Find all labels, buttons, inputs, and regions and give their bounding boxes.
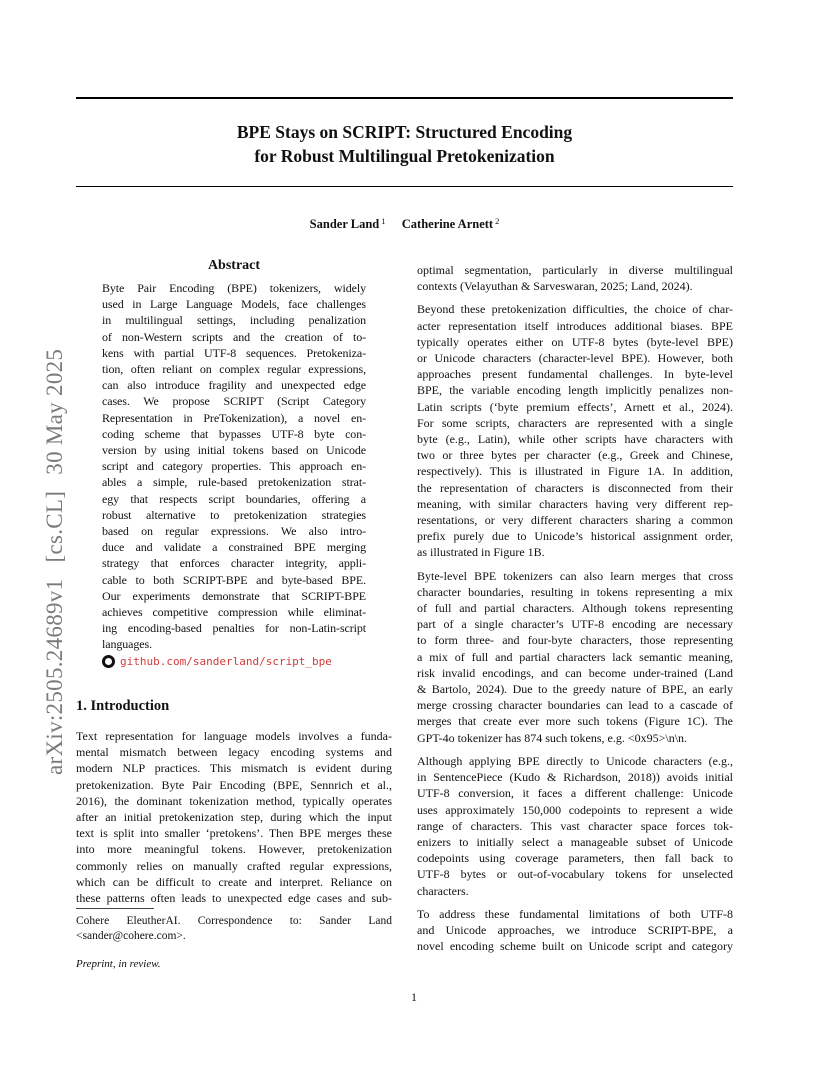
abstract-line: coding scheme that bypasses UTF-8 byte con-: [102, 426, 366, 441]
footnote-rule: [76, 908, 154, 909]
text-line: UTF-8 bytes or out-of-vocabulary tokens for unselected: [417, 867, 733, 882]
text-line: enizers to initially select a manageable subset of Unicode: [417, 834, 733, 849]
abstract-line: cases. We propose SCRIPT (Script Category: [102, 394, 366, 409]
text-line: Latin scripts (‘byte premium effects’, Arnett et al., 2024).: [417, 399, 733, 414]
intro-line: 2016), the dominant tokenization method, typically operates: [76, 793, 392, 808]
text-line: to form three- and four-byte characters, those representing: [417, 633, 733, 648]
abstract-line: cable to both SCRIPT-BPE and byte-based BPE.: [102, 572, 366, 587]
text-line: BPE, the variable encoding length implicitly penalizes non-: [417, 383, 733, 398]
intro-line: into more meaningful tokens. However, pretokenization: [76, 842, 392, 857]
text-line: Although applying BPE directly to Unicode characters (e.g.,: [417, 753, 733, 768]
text-line: resentations, or very different characters sharing a common: [417, 513, 733, 528]
text-line: typically operates either on UTF-8 bytes (byte-level BPE): [417, 334, 733, 349]
footnote: [76, 914, 392, 944]
intro-line: Text representation for language models involves a funda-: [76, 729, 392, 743]
paper-title: [76, 120, 733, 168]
text-line: UTF-8 conversion, it faces a different challenge: Unicode: [417, 786, 733, 801]
title-rule-top: [76, 97, 733, 99]
text-line: prefix purely due to Unicode’s historical assignment order,: [417, 529, 733, 544]
text-line: byte (e.g., Latin), while other scripts have characters with: [417, 432, 733, 447]
abstract-line: version by using initial tokens based on Unicode: [102, 443, 366, 458]
abstract-heading: Abstract: [207, 258, 261, 273]
title-rule-bottom: [76, 186, 733, 187]
author-affiliation: 1: [381, 216, 386, 226]
text-line: and Unicode approaches, we introduce SCRIPT-BPE, a: [417, 922, 733, 937]
paragraph: [417, 568, 733, 746]
arxiv-category: [cs.CL]: [42, 490, 67, 563]
text-line: approaches present fundamental challenges. In byte-level: [417, 367, 733, 382]
paragraph: [417, 906, 733, 955]
text-line: meaning, with similar characters having very different rep-: [417, 496, 733, 511]
text-line: contexts (Velayuthan & Sarveswaran, 2025; Land, 2024).: [417, 279, 693, 294]
text-line: character boundaries, resulting in tokens representing a mix: [417, 584, 733, 599]
intro-line: these patterns often leads to unexpected edge cases and sub-: [76, 891, 392, 906]
text-line: Beyond these pretokenization difficulties, the choice of char-: [417, 302, 733, 317]
abstract-line: duce and validate a constrained BPE merging: [102, 540, 366, 555]
intro-line: which can be difficult to create and interpret. Reliance on: [76, 874, 392, 889]
text-line: as illustrated in Figure 1B.: [417, 545, 545, 560]
abstract-line: strategy that enforces character integrity, appli-: [102, 556, 366, 571]
intro-line: after an initial pretokenization step, during which the input: [76, 810, 392, 825]
page-number: 1: [411, 990, 417, 1004]
text-line: & Bartolo, 2024). Due to the greedy nature of BPE, an early: [417, 682, 733, 697]
abstract-line: languages.: [102, 637, 152, 652]
abstract-line: of non-Western scripts and the creation of to-: [102, 329, 366, 344]
text-line: merge crossing character boundaries can lead to a cascade of: [417, 698, 733, 713]
github-icon: [102, 655, 115, 668]
text-line: novel encoding scheme built on Unicode script and category: [417, 939, 733, 954]
footnote-line: <sander@cohere.com>.: [76, 930, 186, 942]
abstract-line: can also introduce fragility and unexpected edge: [102, 378, 366, 393]
github-link-row[interactable]: [102, 654, 366, 670]
text-line: optimal segmentation, particularly in diverse multilingual: [417, 263, 733, 277]
preprint-note: Preprint, in review.: [76, 958, 161, 970]
author-affiliation: 2: [495, 216, 500, 226]
text-line: risk invalid encodings, and can become under-trained (Land: [417, 665, 733, 680]
abstract-line: ing encoding-based penalties for non-Latin-script: [102, 621, 366, 636]
abstract-line: in multilingual settings, including penalization: [102, 313, 366, 328]
github-link[interactable]: github.com/sanderland/script_bpe: [120, 654, 332, 668]
abstract-line: kens with partial UTF-8 sequences. Pretokeniza-: [102, 345, 366, 360]
arxiv-date: 30 May 2025: [42, 348, 67, 475]
text-line: Byte-level BPE tokenizers can also learn merges that cross: [417, 568, 733, 583]
text-line: of full and partial characters. Although tokens representing: [417, 601, 733, 616]
introduction-body: [76, 728, 392, 906]
text-line: or Unicode characters (character-level BPE). However, both: [417, 351, 733, 366]
text-line: in SentencePiece (Kudo & Richardson, 2018)) avoids initial: [417, 770, 733, 785]
text-line: merges that create ever more such tokens (Figure 1C). The: [417, 714, 733, 729]
section-heading-introduction: 1. Introduction: [76, 698, 170, 714]
text-line: two or three bytes per character (e.g., Greek and Chinese,: [417, 448, 733, 463]
author-name: Catherine Arnett: [401, 217, 494, 231]
title-line: for Robust Multilingual Pretokenization: [254, 146, 555, 166]
footnote-line: Cohere EleutherAI. Correspondence to: Sander Land: [76, 915, 392, 927]
text-line: acter representation itself introduces additional biases. BPE: [417, 318, 733, 333]
text-line: To address these fundamental limitations of both UTF-8: [417, 906, 733, 921]
abstract-line: ables a simple, rule-based pretokenization strat-: [102, 475, 366, 490]
right-column-body: [417, 262, 733, 961]
text-line: part of a single character’s UTF-8 encoding are necessary: [417, 617, 733, 632]
abstract-line: Byte Pair Encoding (BPE) tokenizers, widely: [102, 281, 366, 295]
paragraph: [417, 301, 733, 560]
abstract-line: Our experiments demonstrate that SCRIPT-BPE: [102, 588, 366, 603]
text-line: codepoints using coverage parameters, then fall back to: [417, 851, 733, 866]
text-line: GPT-4o tokenizer has 874 such tokens, e.g. <0x95>\n\n.: [417, 730, 688, 745]
text-line: uses approximately 150,000 codepoints to represent a wide: [417, 802, 733, 817]
author-name: Sander Land: [309, 217, 380, 231]
abstract-line: tion, often reliant on complex regular expressions,: [102, 362, 366, 377]
text-line: range of characters. This vast character space forces tok-: [417, 818, 733, 833]
abstract-line: used in Large Language Models, face challenges: [102, 297, 366, 312]
title-line: BPE Stays on SCRIPT: Structured Encoding: [236, 122, 573, 142]
text-line: the representation of characters is disconnected from their: [417, 480, 733, 495]
intro-line: pretokenization. Byte Pair Encoding (BPE, Sennrich et al.,: [76, 777, 392, 792]
text-line: characters.: [417, 883, 469, 898]
paragraph: [417, 262, 733, 294]
text-line: For some scripts, characters are represented with a single: [417, 415, 733, 430]
intro-line: commonly relies on manually crafted regular expressions,: [76, 858, 392, 873]
text-line: a mix of full and partial characters lack semantic meaning,: [417, 649, 733, 664]
intro-line: modern NLP practices. This mismatch is evident during: [76, 761, 392, 776]
paragraph: [417, 753, 733, 899]
abstract-line: robust alternative to pretokenization strategies: [102, 507, 366, 522]
author-list: [76, 216, 733, 232]
abstract-line: script and category properties. This approach en-: [102, 459, 366, 474]
arxiv-sidebar: [42, 339, 68, 775]
abstract-line: Representation in PreTokenization), a novel en-: [102, 410, 366, 425]
arxiv-id: arXiv:2505.24689v1: [42, 578, 67, 775]
text-line: respectively). This is illustrated in Figure 1A. In addition,: [417, 464, 733, 479]
abstract-line: based on regular expressions. We also intro-: [102, 524, 366, 539]
abstract-line: achieves competitive compression while eliminat-: [102, 605, 366, 620]
intro-line: mental mismatch between legacy encoding systems and: [76, 745, 392, 760]
intro-line: text is split into smaller ‘pretokens’. Then BPE merges these: [76, 826, 392, 841]
abstract-body: [102, 280, 366, 670]
abstract-line: egy that respects script boundaries, offering a: [102, 491, 366, 506]
